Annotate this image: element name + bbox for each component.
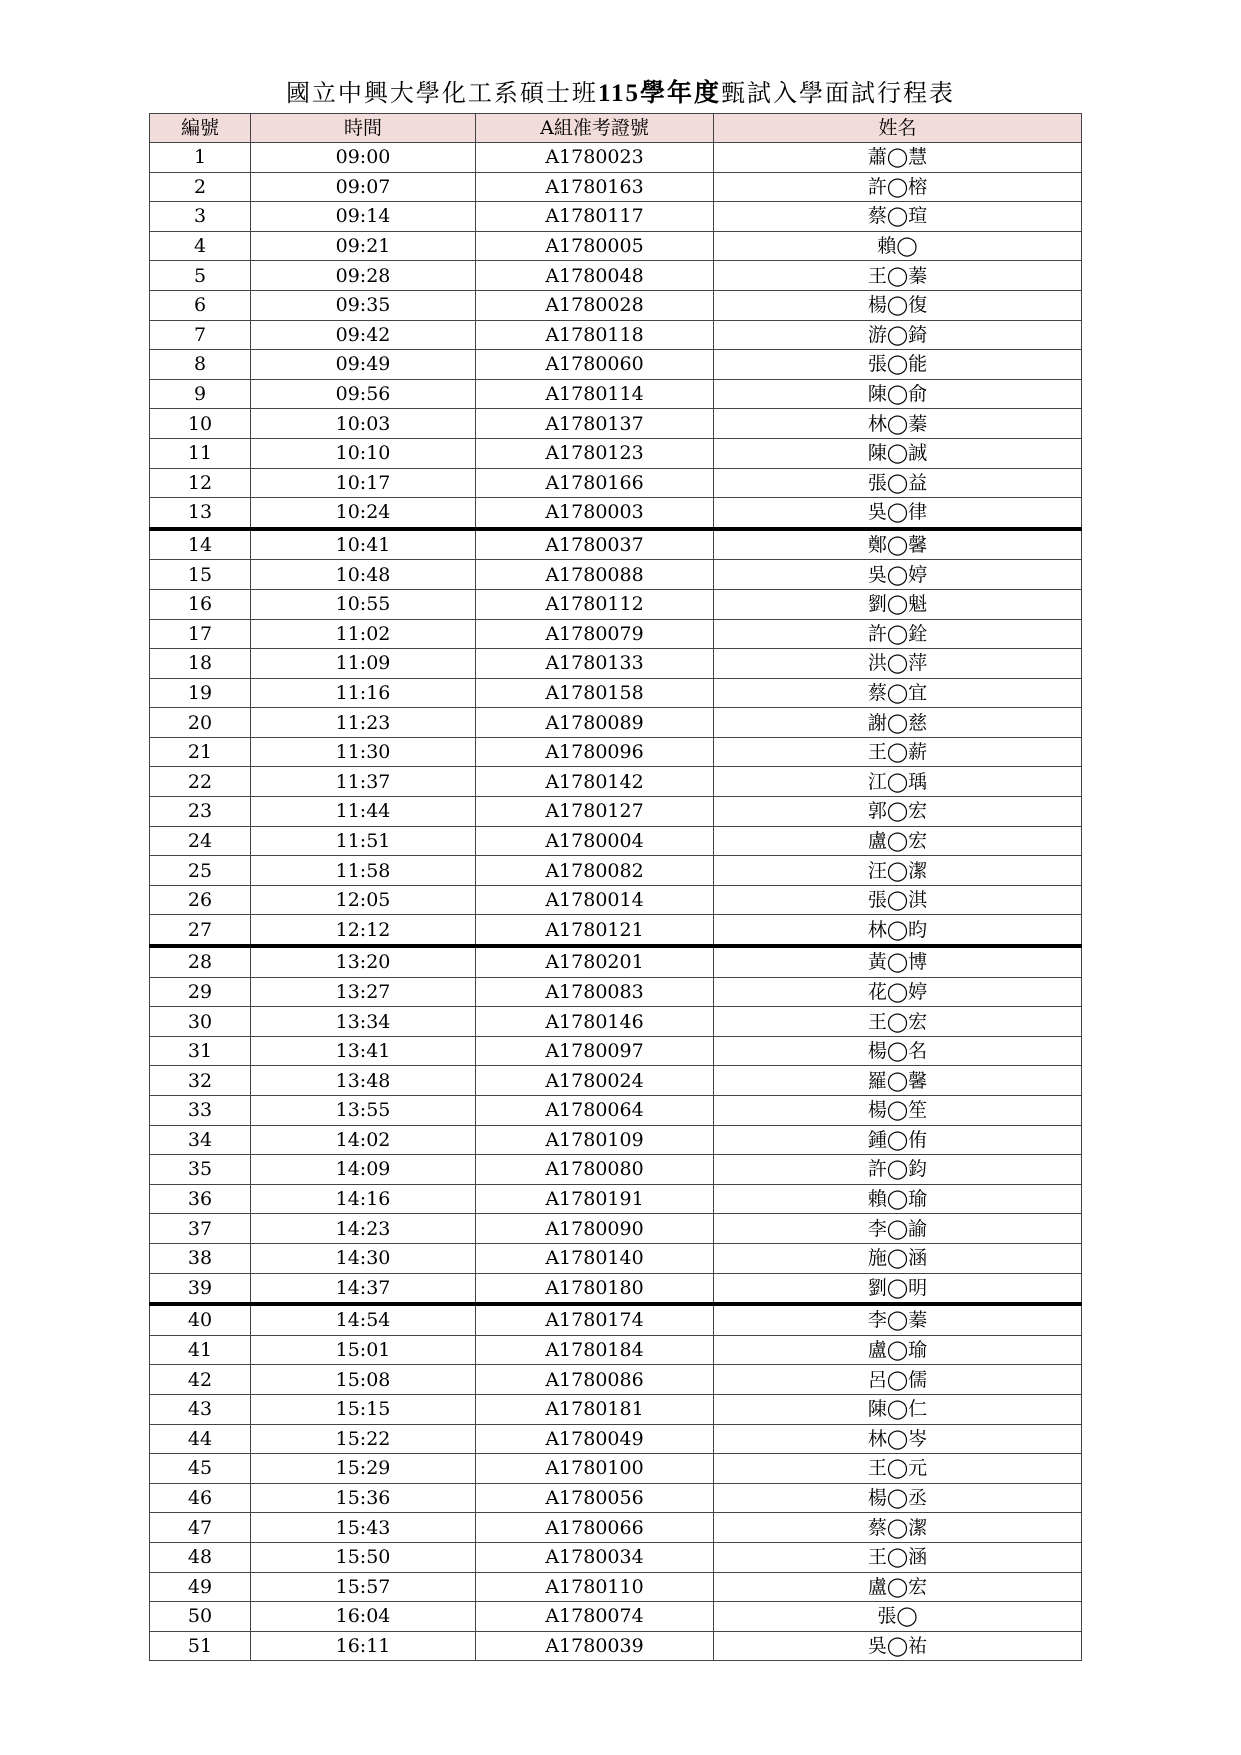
table-row	[150, 589, 1082, 619]
cell-exam-id: A1780090	[476, 1214, 714, 1244]
cell-time: 15:50	[251, 1542, 476, 1572]
cell-exam-id: A1780142	[476, 767, 714, 797]
cell-time: 11:44	[251, 797, 476, 827]
table-body	[150, 143, 1082, 1661]
cell-time: 14:30	[251, 1243, 476, 1273]
cell-name: 賴◯	[714, 231, 1082, 261]
cell-time: 11:58	[251, 856, 476, 886]
table-row	[150, 1394, 1082, 1424]
table-row	[150, 438, 1082, 468]
title-year: 115學年度	[597, 80, 722, 107]
table-header-row	[150, 114, 1082, 143]
table-row	[150, 1125, 1082, 1155]
cell-time: 11:02	[251, 619, 476, 649]
cell-exam-id: A1780114	[476, 379, 714, 409]
table-row	[150, 649, 1082, 679]
cell-time: 09:00	[251, 143, 476, 173]
cell-number: 1	[150, 143, 251, 173]
cell-name: 許◯鈞	[714, 1155, 1082, 1185]
cell-exam-id: A1780191	[476, 1184, 714, 1214]
cell-time: 10:55	[251, 589, 476, 619]
cell-name: 謝◯慈	[714, 708, 1082, 738]
cell-time: 16:11	[251, 1631, 476, 1661]
table-row	[150, 797, 1082, 827]
table-row	[150, 1572, 1082, 1602]
cell-exam-id: A1780086	[476, 1365, 714, 1395]
cell-name: 盧◯宏	[714, 826, 1082, 856]
cell-exam-id: A1780123	[476, 438, 714, 468]
cell-name: 吳◯律	[714, 498, 1082, 529]
cell-number: 4	[150, 231, 251, 261]
cell-number: 39	[150, 1273, 251, 1304]
cell-time: 09:35	[251, 290, 476, 320]
table-row	[150, 1454, 1082, 1484]
cell-number: 28	[150, 946, 251, 977]
cell-time: 14:54	[251, 1304, 476, 1335]
cell-exam-id: A1780079	[476, 619, 714, 649]
table-row	[150, 1304, 1082, 1335]
table-row	[150, 1007, 1082, 1037]
cell-name: 江◯瑀	[714, 767, 1082, 797]
cell-number: 25	[150, 856, 251, 886]
table-row	[150, 409, 1082, 439]
table-row	[150, 737, 1082, 767]
cell-exam-id: A1780049	[476, 1424, 714, 1454]
cell-time: 13:20	[251, 946, 476, 977]
cell-number: 22	[150, 767, 251, 797]
cell-number: 43	[150, 1394, 251, 1424]
table-row	[150, 1483, 1082, 1513]
cell-name: 李◯蓁	[714, 1304, 1082, 1335]
cell-exam-id: A1780110	[476, 1572, 714, 1602]
table-row	[150, 1066, 1082, 1096]
document-title	[0, 76, 1241, 111]
cell-number: 13	[150, 498, 251, 529]
table-row	[150, 1214, 1082, 1244]
cell-time: 15:01	[251, 1335, 476, 1365]
cell-number: 33	[150, 1096, 251, 1126]
cell-number: 31	[150, 1036, 251, 1066]
cell-exam-id: A1780024	[476, 1066, 714, 1096]
table-row	[150, 379, 1082, 409]
table-row	[150, 826, 1082, 856]
cell-exam-id: A1780066	[476, 1513, 714, 1543]
cell-name: 吳◯婷	[714, 560, 1082, 590]
cell-number: 20	[150, 708, 251, 738]
cell-exam-id: A1780133	[476, 649, 714, 679]
cell-exam-id: A1780181	[476, 1394, 714, 1424]
cell-exam-id: A1780118	[476, 320, 714, 350]
table-row	[150, 1155, 1082, 1185]
title-subject: 甄試入學面試行程表	[721, 79, 956, 107]
cell-exam-id: A1780023	[476, 143, 714, 173]
cell-exam-id: A1780121	[476, 915, 714, 946]
cell-number: 6	[150, 290, 251, 320]
cell-name: 洪◯萍	[714, 649, 1082, 679]
table-row	[150, 856, 1082, 886]
cell-name: 林◯昀	[714, 915, 1082, 946]
cell-number: 46	[150, 1483, 251, 1513]
cell-name: 王◯元	[714, 1454, 1082, 1484]
table-row	[150, 1631, 1082, 1661]
cell-time: 14:02	[251, 1125, 476, 1155]
cell-exam-id: A1780004	[476, 826, 714, 856]
cell-number: 30	[150, 1007, 251, 1037]
cell-name: 陳◯俞	[714, 379, 1082, 409]
cell-time: 11:09	[251, 649, 476, 679]
cell-exam-id: A1780109	[476, 1125, 714, 1155]
cell-time: 10:24	[251, 498, 476, 529]
cell-name: 汪◯潔	[714, 856, 1082, 886]
table-row	[150, 1365, 1082, 1395]
cell-number: 35	[150, 1155, 251, 1185]
cell-number: 2	[150, 172, 251, 202]
cell-time: 16:04	[251, 1602, 476, 1632]
cell-exam-id: A1780117	[476, 202, 714, 232]
cell-number: 27	[150, 915, 251, 946]
cell-number: 40	[150, 1304, 251, 1335]
table-row	[150, 1602, 1082, 1632]
cell-time: 09:14	[251, 202, 476, 232]
cell-name: 鍾◯侑	[714, 1125, 1082, 1155]
cell-name: 林◯岑	[714, 1424, 1082, 1454]
cell-name: 賴◯瑜	[714, 1184, 1082, 1214]
cell-time: 13:48	[251, 1066, 476, 1096]
cell-name: 張◯益	[714, 468, 1082, 498]
cell-name: 呂◯儒	[714, 1365, 1082, 1395]
cell-number: 44	[150, 1424, 251, 1454]
cell-name: 蔡◯潔	[714, 1513, 1082, 1543]
cell-exam-id: A1780163	[476, 172, 714, 202]
cell-exam-id: A1780014	[476, 885, 714, 915]
cell-number: 49	[150, 1572, 251, 1602]
cell-name: 楊◯丞	[714, 1483, 1082, 1513]
table-row	[150, 350, 1082, 380]
table-row	[150, 1542, 1082, 1572]
cell-time: 11:23	[251, 708, 476, 738]
cell-time: 14:23	[251, 1214, 476, 1244]
cell-exam-id: A1780166	[476, 468, 714, 498]
cell-name: 陳◯誠	[714, 438, 1082, 468]
cell-number: 32	[150, 1066, 251, 1096]
cell-time: 15:43	[251, 1513, 476, 1543]
cell-name: 王◯薪	[714, 737, 1082, 767]
cell-time: 12:12	[251, 915, 476, 946]
cell-time: 13:41	[251, 1036, 476, 1066]
cell-exam-id: A1780039	[476, 1631, 714, 1661]
table-row	[150, 1424, 1082, 1454]
cell-exam-id: A1780184	[476, 1335, 714, 1365]
cell-time: 14:16	[251, 1184, 476, 1214]
cell-time: 15:36	[251, 1483, 476, 1513]
cell-number: 24	[150, 826, 251, 856]
cell-exam-id: A1780028	[476, 290, 714, 320]
cell-time: 13:55	[251, 1096, 476, 1126]
table-row	[150, 1513, 1082, 1543]
cell-name: 施◯涵	[714, 1243, 1082, 1273]
cell-name: 張◯	[714, 1602, 1082, 1632]
cell-time: 09:07	[251, 172, 476, 202]
cell-name: 劉◯明	[714, 1273, 1082, 1304]
cell-name: 王◯涵	[714, 1542, 1082, 1572]
cell-name: 許◯銓	[714, 619, 1082, 649]
cell-time: 09:21	[251, 231, 476, 261]
table-row	[150, 560, 1082, 590]
cell-name: 鄭◯馨	[714, 529, 1082, 560]
cell-exam-id: A1780201	[476, 946, 714, 977]
cell-time: 13:27	[251, 977, 476, 1007]
cell-number: 17	[150, 619, 251, 649]
cell-exam-id: A1780174	[476, 1304, 714, 1335]
cell-name: 郭◯宏	[714, 797, 1082, 827]
table-row	[150, 915, 1082, 946]
cell-number: 51	[150, 1631, 251, 1661]
cell-number: 10	[150, 409, 251, 439]
cell-time: 11:30	[251, 737, 476, 767]
cell-exam-id: A1780140	[476, 1243, 714, 1273]
cell-number: 26	[150, 885, 251, 915]
cell-number: 12	[150, 468, 251, 498]
table-row	[150, 619, 1082, 649]
cell-name: 陳◯仁	[714, 1394, 1082, 1424]
cell-name: 楊◯復	[714, 290, 1082, 320]
cell-number: 36	[150, 1184, 251, 1214]
cell-number: 42	[150, 1365, 251, 1395]
cell-time: 13:34	[251, 1007, 476, 1037]
cell-number: 18	[150, 649, 251, 679]
cell-name: 盧◯瑜	[714, 1335, 1082, 1365]
cell-name: 許◯榕	[714, 172, 1082, 202]
cell-exam-id: A1780082	[476, 856, 714, 886]
cell-number: 19	[150, 678, 251, 708]
cell-name: 張◯淇	[714, 885, 1082, 915]
table-row	[150, 498, 1082, 529]
cell-exam-id: A1780158	[476, 678, 714, 708]
cell-name: 花◯婷	[714, 977, 1082, 1007]
cell-name: 張◯能	[714, 350, 1082, 380]
cell-name: 蔡◯瑄	[714, 202, 1082, 232]
table-row	[150, 708, 1082, 738]
cell-number: 16	[150, 589, 251, 619]
cell-exam-id: A1780089	[476, 708, 714, 738]
cell-number: 47	[150, 1513, 251, 1543]
table-row	[150, 1184, 1082, 1214]
table-row	[150, 290, 1082, 320]
cell-name: 劉◯魁	[714, 589, 1082, 619]
cell-exam-id: A1780097	[476, 1036, 714, 1066]
table-row	[150, 172, 1082, 202]
cell-time: 14:09	[251, 1155, 476, 1185]
cell-number: 48	[150, 1542, 251, 1572]
cell-exam-id: A1780112	[476, 589, 714, 619]
cell-name: 楊◯名	[714, 1036, 1082, 1066]
cell-exam-id: A1780083	[476, 977, 714, 1007]
table-row	[150, 977, 1082, 1007]
cell-name: 林◯蓁	[714, 409, 1082, 439]
cell-time: 12:05	[251, 885, 476, 915]
cell-number: 5	[150, 261, 251, 291]
table-row	[150, 946, 1082, 977]
table-row	[150, 767, 1082, 797]
cell-exam-id: A1780064	[476, 1096, 714, 1126]
header-exam-id: A組准考證號	[476, 114, 714, 143]
cell-number: 14	[150, 529, 251, 560]
cell-time: 09:49	[251, 350, 476, 380]
cell-time: 15:08	[251, 1365, 476, 1395]
header-time: 時間	[251, 114, 476, 143]
cell-exam-id: A1780005	[476, 231, 714, 261]
cell-name: 黃◯博	[714, 946, 1082, 977]
interview-schedule-table	[149, 113, 1082, 1661]
cell-name: 蔡◯宜	[714, 678, 1082, 708]
cell-exam-id: A1780088	[476, 560, 714, 590]
cell-time: 10:41	[251, 529, 476, 560]
table-row	[150, 202, 1082, 232]
table-row	[150, 231, 1082, 261]
table-row	[150, 468, 1082, 498]
table-row	[150, 678, 1082, 708]
table-row	[150, 1243, 1082, 1273]
cell-time: 10:17	[251, 468, 476, 498]
cell-number: 34	[150, 1125, 251, 1155]
cell-time: 11:51	[251, 826, 476, 856]
cell-exam-id: A1780080	[476, 1155, 714, 1185]
cell-exam-id: A1780056	[476, 1483, 714, 1513]
table-row	[150, 529, 1082, 560]
table-row	[150, 1036, 1082, 1066]
cell-exam-id: A1780003	[476, 498, 714, 529]
cell-number: 41	[150, 1335, 251, 1365]
cell-number: 7	[150, 320, 251, 350]
cell-exam-id: A1780146	[476, 1007, 714, 1037]
cell-number: 11	[150, 438, 251, 468]
cell-name: 游◯錡	[714, 320, 1082, 350]
cell-time: 15:29	[251, 1454, 476, 1484]
cell-time: 10:03	[251, 409, 476, 439]
cell-number: 9	[150, 379, 251, 409]
cell-number: 50	[150, 1602, 251, 1632]
table-row	[150, 261, 1082, 291]
cell-name: 吳◯祐	[714, 1631, 1082, 1661]
table-row	[150, 1335, 1082, 1365]
cell-number: 8	[150, 350, 251, 380]
cell-time: 10:10	[251, 438, 476, 468]
cell-number: 3	[150, 202, 251, 232]
cell-exam-id: A1780137	[476, 409, 714, 439]
cell-name: 李◯諭	[714, 1214, 1082, 1244]
cell-exam-id: A1780060	[476, 350, 714, 380]
cell-time: 10:48	[251, 560, 476, 590]
cell-number: 23	[150, 797, 251, 827]
cell-exam-id: A1780034	[476, 1542, 714, 1572]
title-dept: 國立中興大學化工系碩士班	[285, 79, 598, 107]
cell-number: 29	[150, 977, 251, 1007]
cell-exam-id: A1780127	[476, 797, 714, 827]
cell-exam-id: A1780096	[476, 737, 714, 767]
cell-time: 09:56	[251, 379, 476, 409]
cell-number: 45	[150, 1454, 251, 1484]
table-row	[150, 320, 1082, 350]
cell-time: 15:57	[251, 1572, 476, 1602]
table-row	[150, 1096, 1082, 1126]
cell-name: 盧◯宏	[714, 1572, 1082, 1602]
cell-exam-id: A1780048	[476, 261, 714, 291]
cell-time: 14:37	[251, 1273, 476, 1304]
header-name: 姓名	[714, 114, 1082, 143]
cell-time: 15:15	[251, 1394, 476, 1424]
cell-time: 11:16	[251, 678, 476, 708]
cell-time: 11:37	[251, 767, 476, 797]
cell-name: 羅◯馨	[714, 1066, 1082, 1096]
cell-exam-id: A1780100	[476, 1454, 714, 1484]
header-number: 編號	[150, 114, 251, 143]
table-row	[150, 143, 1082, 173]
cell-name: 王◯蓁	[714, 261, 1082, 291]
cell-number: 21	[150, 737, 251, 767]
table-row	[150, 885, 1082, 915]
cell-time: 09:28	[251, 261, 476, 291]
cell-exam-id: A1780074	[476, 1602, 714, 1632]
cell-name: 楊◯笙	[714, 1096, 1082, 1126]
cell-time: 09:42	[251, 320, 476, 350]
cell-number: 38	[150, 1243, 251, 1273]
table-row	[150, 1273, 1082, 1304]
cell-number: 15	[150, 560, 251, 590]
cell-number: 37	[150, 1214, 251, 1244]
cell-exam-id: A1780037	[476, 529, 714, 560]
cell-exam-id: A1780180	[476, 1273, 714, 1304]
cell-name: 王◯宏	[714, 1007, 1082, 1037]
cell-time: 15:22	[251, 1424, 476, 1454]
cell-name: 蕭◯慧	[714, 143, 1082, 173]
